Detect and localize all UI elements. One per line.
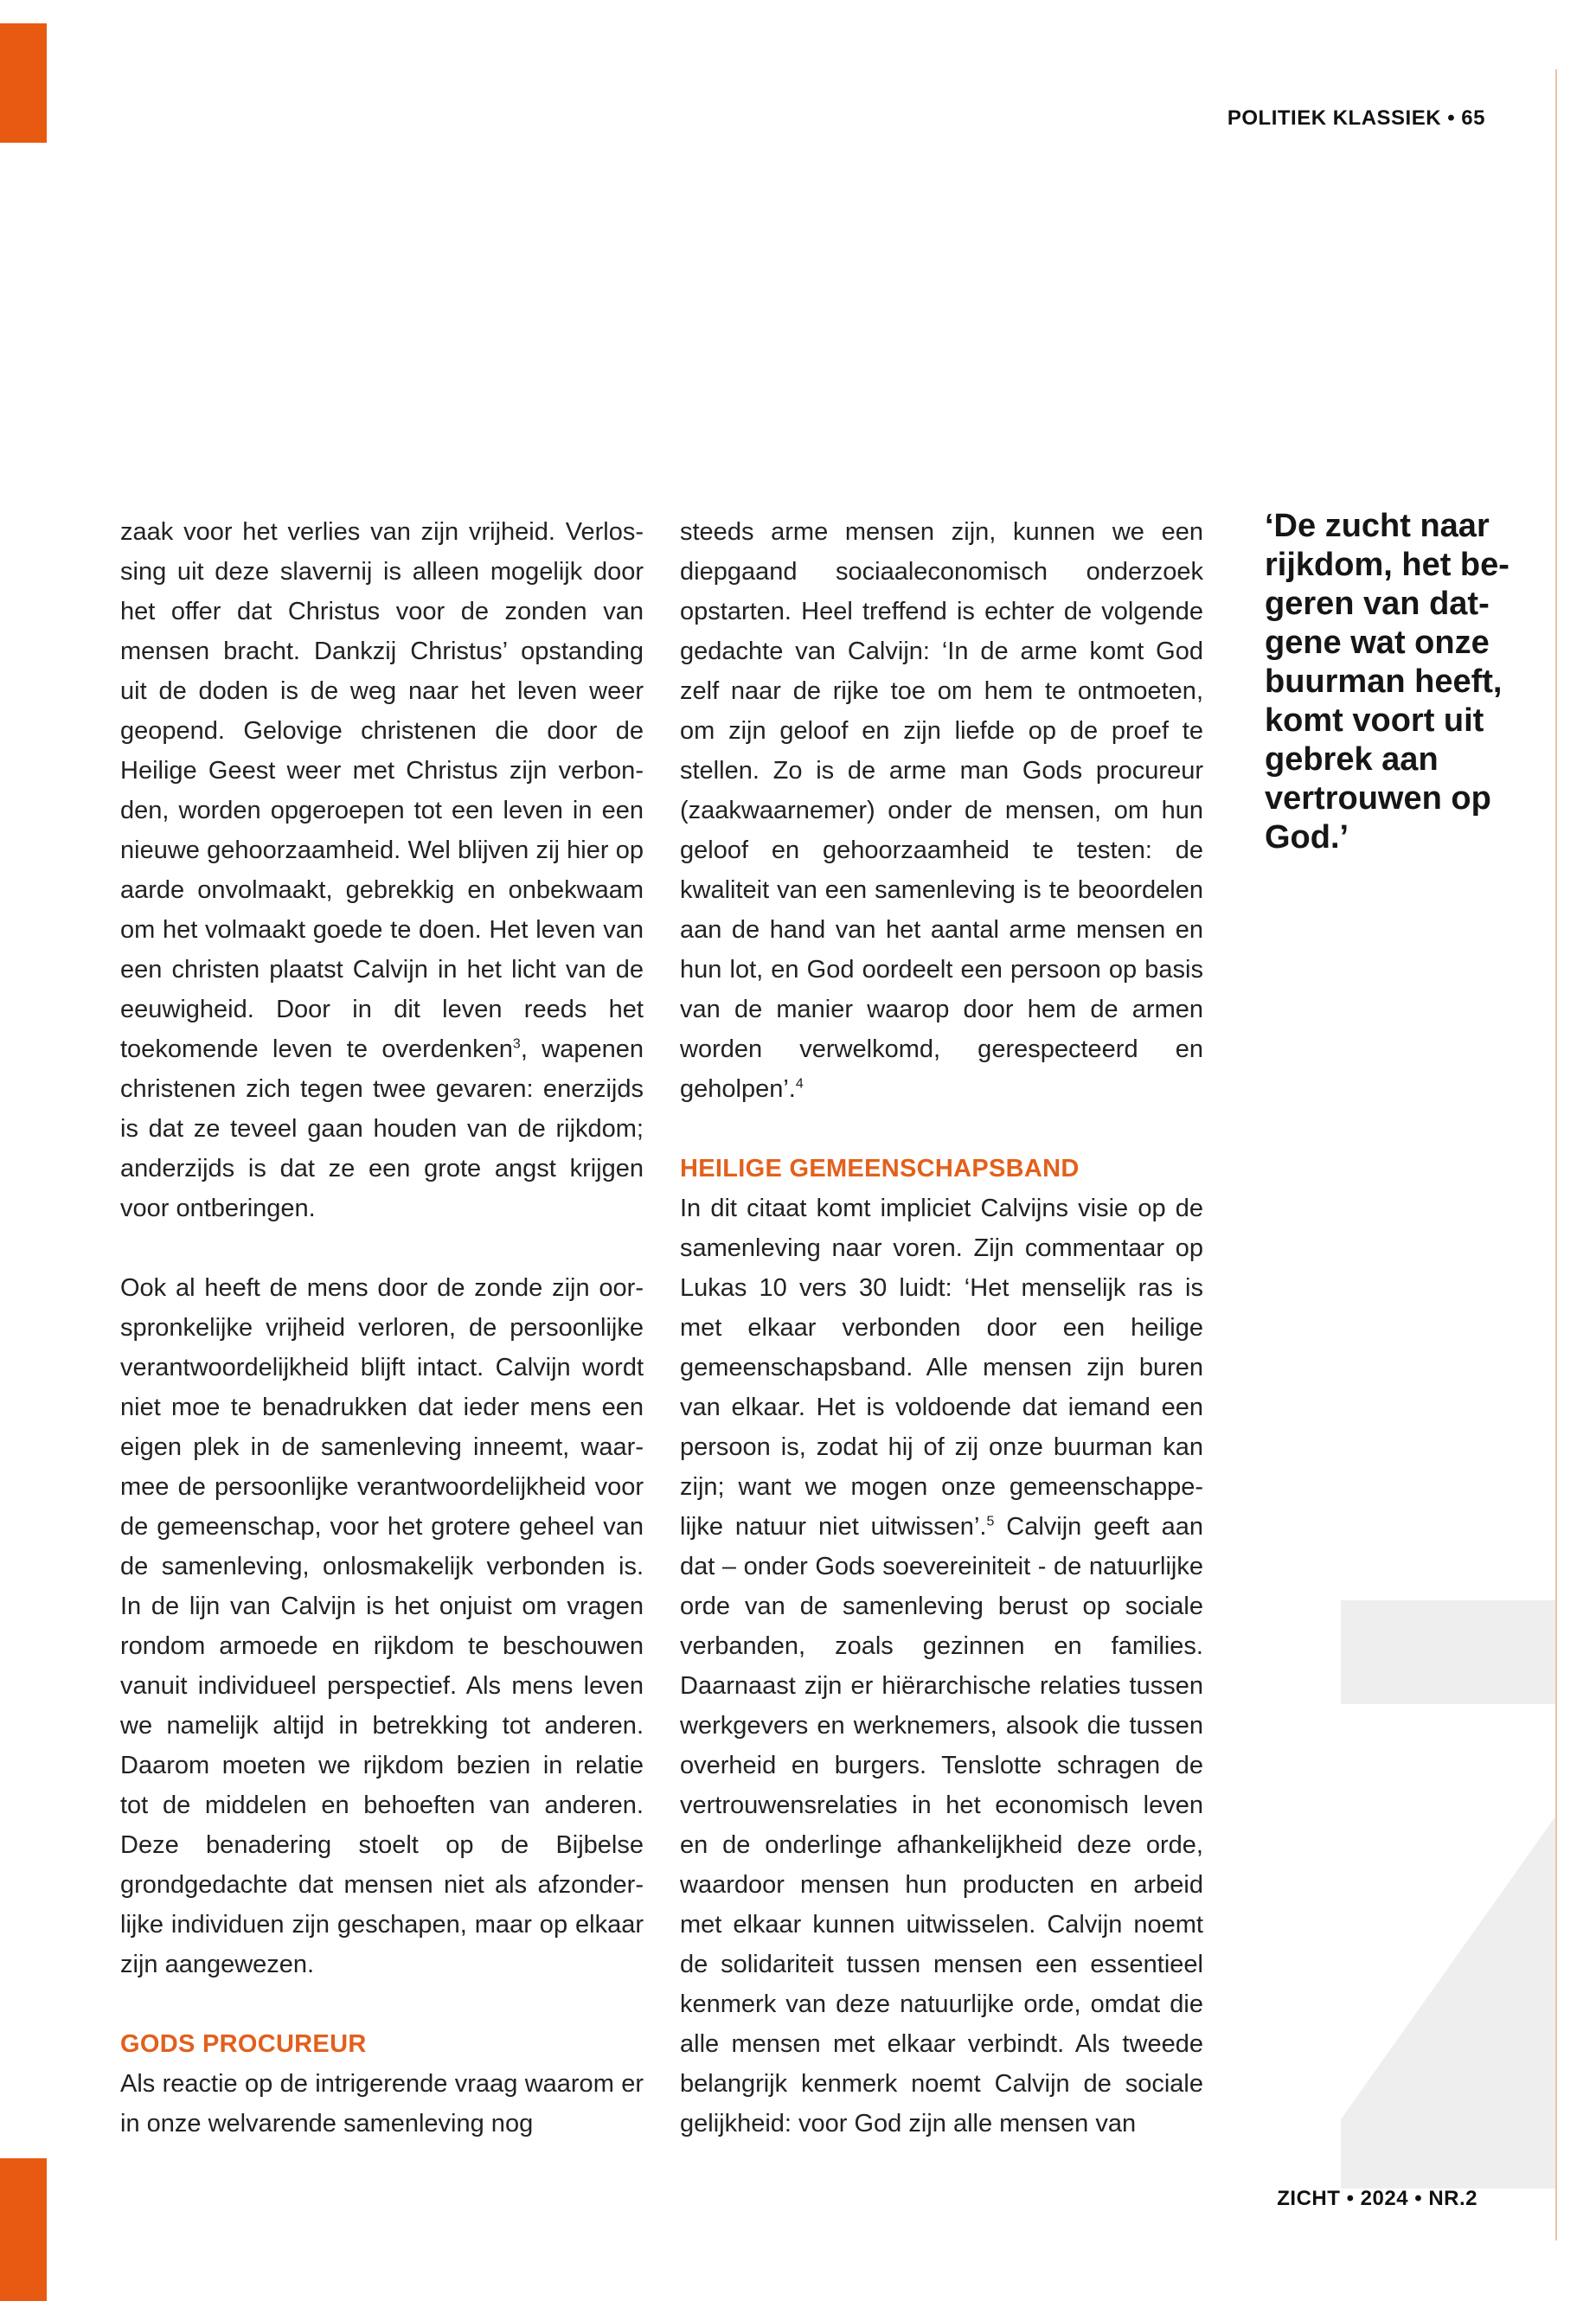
footer-separator: • (1414, 2187, 1423, 2210)
section-heading: GODS PROCUREUR (120, 2030, 367, 2058)
body-paragraph: Ook al heeft de mens door de zonde zijn oorspronkelijke vrijheid verloren, de persoonlijke verantwoordelijkheid blijft intact. Calvijn wordt niet moe te benadrukken dat ieder mens een eigen plek in de samenleving inneemt, waarmee de persoonlijke verantwoordelijkheid voor de gemeenschap, voor het grotere geheel van de samenleving, onlosmakelijk verbonden is. In de lijn van Calvijn is het onjuist om vragen rondom armoede en rijkdom te beschouwen vanuit individueel perspectief. Als mens leven we namelijk altijd in betrekking tot anderen. Daarom moeten we rijkdom bezien in relatie tot de middelen en behoeften van anderen. Deze benadering stoelt op de Bijbelse grondgedachte dat mensen niet als afzonderlijke individuen zijn geschapen, maar op elkaar zijn aangewezen. (120, 1274, 644, 1978)
section-title: POLITIEK KLASSIEK (1227, 106, 1442, 130)
footnote-ref: 5 (986, 1514, 995, 1529)
body-paragraph: Als reactie op de intrigerende vraag waarom er in onze welvarende samenleving nog (120, 2070, 644, 2138)
section-heading: HEILIGE GEMEENSCHAPSBAND (680, 1155, 1080, 1183)
footnote-ref: 4 (795, 1076, 804, 1092)
header-separator: • (1447, 106, 1456, 130)
middle-column (680, 512, 1203, 2144)
decorative-z-shape (1341, 1600, 1555, 2189)
footer-separator: • (1346, 2187, 1355, 2210)
orange-edge-tab-top (0, 23, 47, 143)
issue-year: 2024 (1360, 2187, 1409, 2210)
paragraph-text: In dit citaat komt impliciet Calvijns visie op de samenleving naar voren. Zijn commentaar op Lukas 10 vers 30 luidt: ‘Het menselijk ras is met elkaar verbonden door een heilige gemeenschapsband. Alle mensen zijn buren van elkaar. Het is voldoende dat iemand een persoon is, zodat hij of zij onze buurman kan zijn; want we mogen onze gemeenschappelijke natuur niet uitwissen’. (680, 1195, 1203, 1541)
pull-quote: ‘De zucht naar rijkdom, het begeren van datgene wat onze buurman heeft, komt voort uit gebrek aan vertrouwen op God.’ (1265, 508, 1509, 856)
body-paragraph (120, 512, 644, 1228)
issue-number: NR.2 (1428, 2187, 1477, 2210)
page-number: 65 (1461, 106, 1485, 130)
paragraph-text: zaak voor het verlies van zijn vrijheid. Verlossing uit deze slavernij is alleen mogelijk door het offer dat Christus voor de zonden van mensen bracht. Dankzij Christus’ opstanding uit de doden is de weg naar het leven weer geopend. Gelovige christenen die door de Heilige Geest weer met Christus zijn verbonden, worden opgeroepen tot een leven in een nieuwe gehoorzaamheid. Wel blijven zij hier op aarde onvolmaakt, gebrekkig en onbekwaam om het volmaakt goede te doen. Het leven van een christen plaatst Calvijn in het licht van de eeuwigheid. Door in dit leven reeds het toekomende leven te overdenken (120, 518, 644, 1063)
margin-rule (1555, 69, 1557, 2240)
body-paragraph (680, 512, 1203, 1109)
body-paragraph (680, 1189, 1203, 2144)
magazine-name: ZICHT (1277, 2187, 1341, 2210)
footnote-ref: 3 (512, 1036, 521, 1052)
running-header (1227, 106, 1485, 131)
orange-edge-tab-bottom (0, 2158, 47, 2301)
paragraph-text: steeds arme mensen zijn, kunnen we een diepgaand sociaaleconomisch onderzoek opstarten. Heel treffend is echter de volgende gedachte van Calvijn: ‘In de arme komt God zelf naar de rijke toe om hem te ontmoeten, om zijn geloof en zijn liefde op de proef te stellen. Zo is de arme man Gods procureur (zaakwaarnemer) onder de mensen, om hun geloof en gehoorzaamheid te testen: de kwaliteit van een samenleving is te beoordelen aan de hand van het aantal arme mensen en hun lot, en God oordeelt een persoon op basis van de manier waarop door hem de armen worden verwelkomd, gerespecteerd en geholpen’. (680, 518, 1203, 1103)
left-column (120, 512, 644, 2144)
paragraph-text: , wapenen christenen zich tegen twee gevaren: enerzijds is dat ze teveel gaan houden van de rijkdom; anderzijds is dat ze een grote angst krijgen voor ontberingen. (120, 1035, 644, 1222)
running-footer (1277, 2187, 1477, 2211)
paragraph-text: Calvijn geeft aan dat – onder Gods soevereiniteit - de natuurlijke orde van de samenleving berust op sociale verbanden, zoals gezinnen en families. Daarnaast zijn er hiërarchische relaties tussen werkgevers en werknemers, alsook die tussen overheid en burgers. Tenslotte schragen de vertrouwensrelaties in het economisch leven en de onderlinge afhankelijkheid deze orde, waardoor mensen hun producten en arbeid met elkaar kunnen uitwisselen. Calvijn noemt de solidariteit tussen mensen een essentieel kenmerk van deze natuurlijke orde, omdat die alle mensen met elkaar verbindt. Als tweede belangrijk kenmerk noemt Calvijn de sociale gelijkheid: voor God zijn alle mensen van (680, 1513, 1203, 2138)
